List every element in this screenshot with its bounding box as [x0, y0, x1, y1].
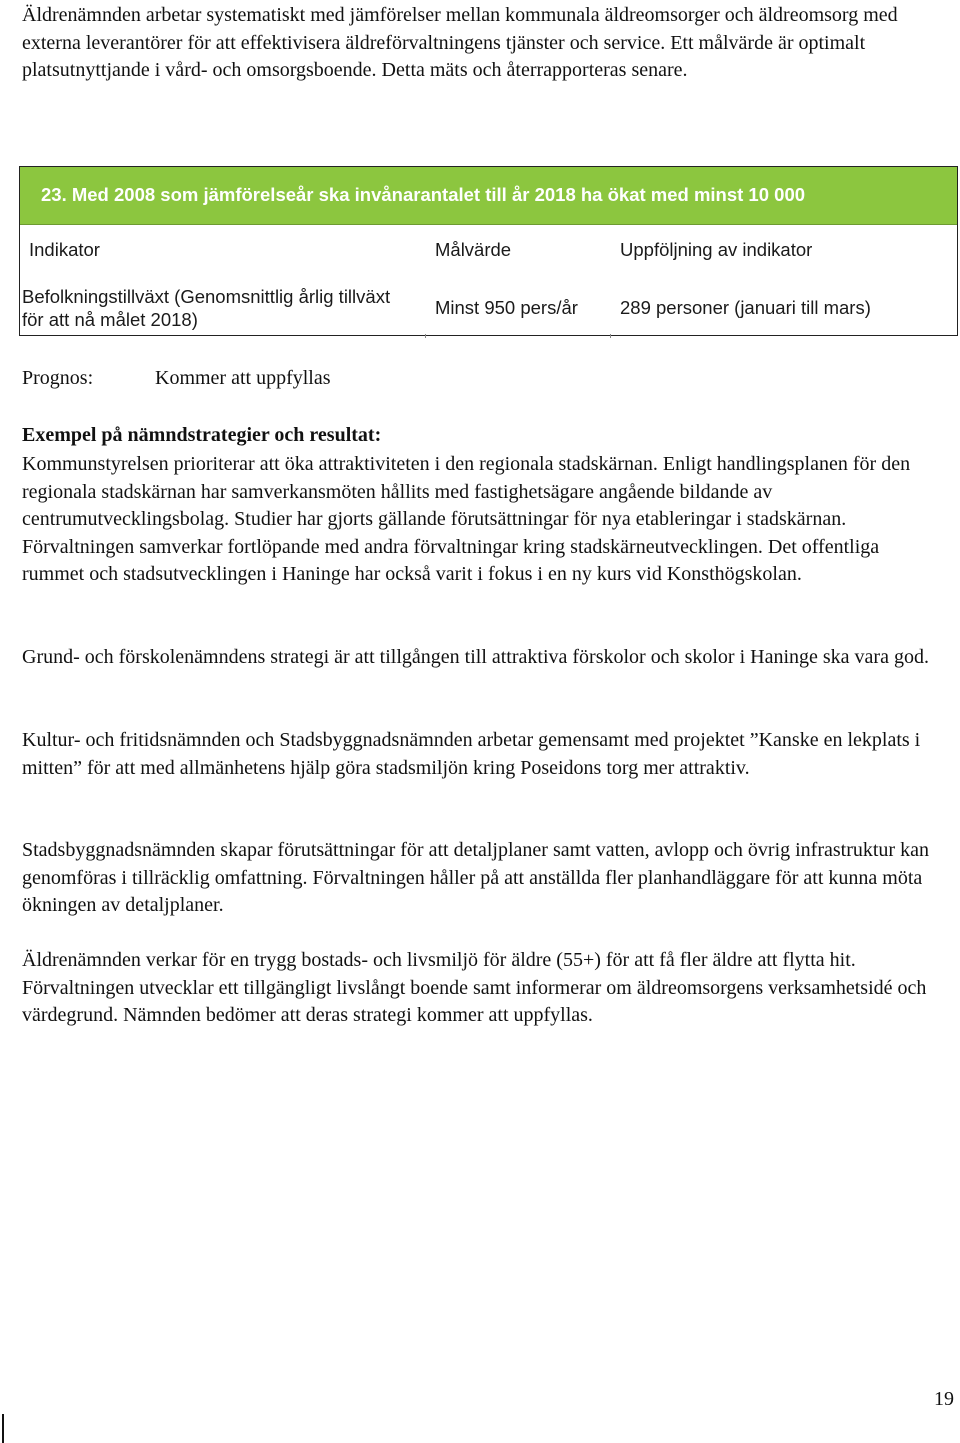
intro-paragraph: Äldrenämnden arbetar systematiskt med jämförelser mellan kommunala äldreomsorger och äldreomsorg med externa leverantörer för att effektivisera äldreförvaltningens tjänster och service. Ett målvärde är optimalt platsutnyttjande i vård- och omsorgsboende. Detta mäts och återrapporteras senare.	[22, 4, 898, 81]
goal-box-header	[20, 167, 957, 225]
section-heading: Exempel på nämndstrategier och resultat:	[22, 424, 382, 446]
column-header-follow-up: Uppföljning av indikator	[620, 239, 813, 260]
goal-title: 23. Med 2008 som jämförelseår ska invånarantalet till år 2018 ha ökat med minst 10 000	[41, 184, 806, 205]
prognosis-label: Prognos:	[22, 367, 94, 389]
target-value-cell: Minst 950 pers/år	[435, 297, 578, 318]
strategy-paragraph: Kommunstyrelsen prioriterar att öka attraktiviteten i den regionala stadskärnan. Enligt handlingsplanen för den regionala stadskärnan har samverkansmöten hållits med fastighetsägare angående bildande av centrumutvecklingsbolag. Studier har gjorts gällande förutsättningar för nya etableringar i stadskärnan. Förvaltningen samverkar fortlöpande med andra förvaltningar kring stadskärneutvecklingen. Det offentliga rummet och stadsutvecklingen i Haninge har också varit i fokus i en ny kurs vid Konsthögskolan.	[22, 453, 911, 585]
margin-bar	[2, 1414, 4, 1443]
page-number: 19	[934, 1388, 954, 1410]
follow-up-cell: 289 personer (januari till mars)	[620, 297, 871, 318]
column-divider-tick	[610, 334, 611, 338]
indicator-cell: Befolkningstillväxt (Genomsnittlig årlig tillväxt för att nå målet 2018)	[22, 286, 391, 330]
strategy-paragraph: Äldrenämnden verkar för en trygg bostads- och livsmiljö för äldre (55+) för att få fler äldre att flytta hit. Förvaltningen utvecklar ett tillgängligt livslångt boende samt informerar om äldreomsorgens verksamhetsidé och värdegrund. Nämnden bedömer att deras strategi kommer att uppfyllas.	[22, 949, 927, 1026]
column-divider-tick	[425, 334, 426, 338]
strategy-paragraph: Stadsbyggnadsnämnden skapar förutsättningar för att detaljplaner samt vatten, avlopp och övrig infrastruktur kan genomföras i tillräcklig omfattning. Förvaltningen håller på att anställda fler planhandläggare för att kunna möta ökningen av detaljplaner.	[22, 839, 929, 916]
prognosis-value: Kommer att uppfyllas	[155, 367, 331, 389]
column-header-indicator: Indikator	[29, 239, 100, 260]
strategy-paragraph: Grund- och förskolenämndens strategi är att tillgången till attraktiva förskolor och skolor i Haninge ska vara god.	[22, 646, 929, 668]
strategy-paragraph: Kultur- och fritidsnämnden och Stadsbyggnadsnämnden arbetar gemensamt med projektet ”Kanske en lekplats i mitten” för att med allmänhetens hjälp göra stadsmiljön kring Poseidons torg mer attraktiv.	[22, 729, 921, 779]
column-header-target: Målvärde	[435, 239, 512, 260]
goal-box	[19, 166, 958, 336]
